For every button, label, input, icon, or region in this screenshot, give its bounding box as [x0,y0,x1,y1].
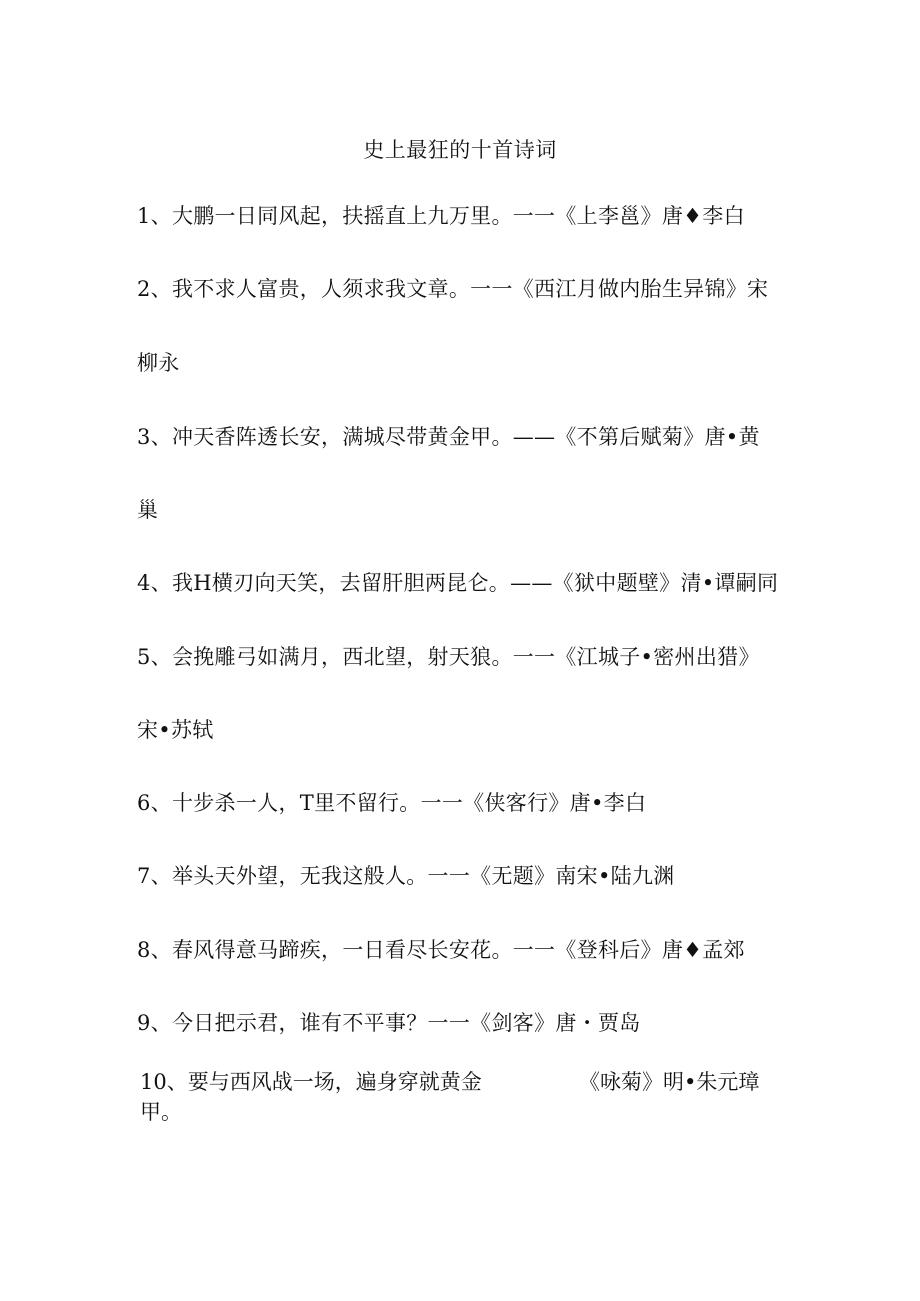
poem-line-10-source: 《咏菊》明•朱元璋 [579,1070,760,1094]
poem-line-3-cont: 巢 [137,498,159,522]
poem-line-2-cont: 柳永 [137,351,180,375]
document-title: 史上最狂的十首诗词 [363,138,557,162]
poem-line-8: 8、春风得意马蹄疾，一日看尽长安花。一一《登科后》唐♦孟郊 [137,938,745,962]
poem-line-2: 2、我不求人富贵，人须求我文章。一一《西江月做内胎生异锦》宋 [137,277,769,301]
poem-line-10-cont: 甲。 [140,1100,182,1124]
poem-line-9: 9、今日把示君，谁有不平事？一一《剑客》唐・贾岛 [137,1011,641,1035]
poem-line-3: 3、冲天香阵透长安，满城尽带黄金甲。——《不第后赋菊》唐•黄 [137,425,760,449]
poem-line-10-part1: 10、要与西风战一场，遍身穿就黄金 [140,1070,482,1094]
poem-line-5: 5、会挽雕弓如满月，西北望，射天狼。一一《江城子•密州出猎》 [137,645,760,669]
poem-line-4: 4、我H横刃向天笑，去留肝胆两昆仑。——《狱中题壁》清•谭嗣同 [137,571,779,595]
poem-line-6: 6、十步杀一人，T里不留行。一一《侠客行》唐•李白 [137,791,647,815]
poem-line-5-cont: 宋•苏轼 [137,718,214,742]
poem-line-7: 7、举头天外望，无我这般人。一一《无题》南宋•陆九渊 [137,864,675,888]
poem-line-1: 1、大鹏一日同风起，扶摇直上九万里。一一《上李邕》唐♦李白 [137,204,745,228]
